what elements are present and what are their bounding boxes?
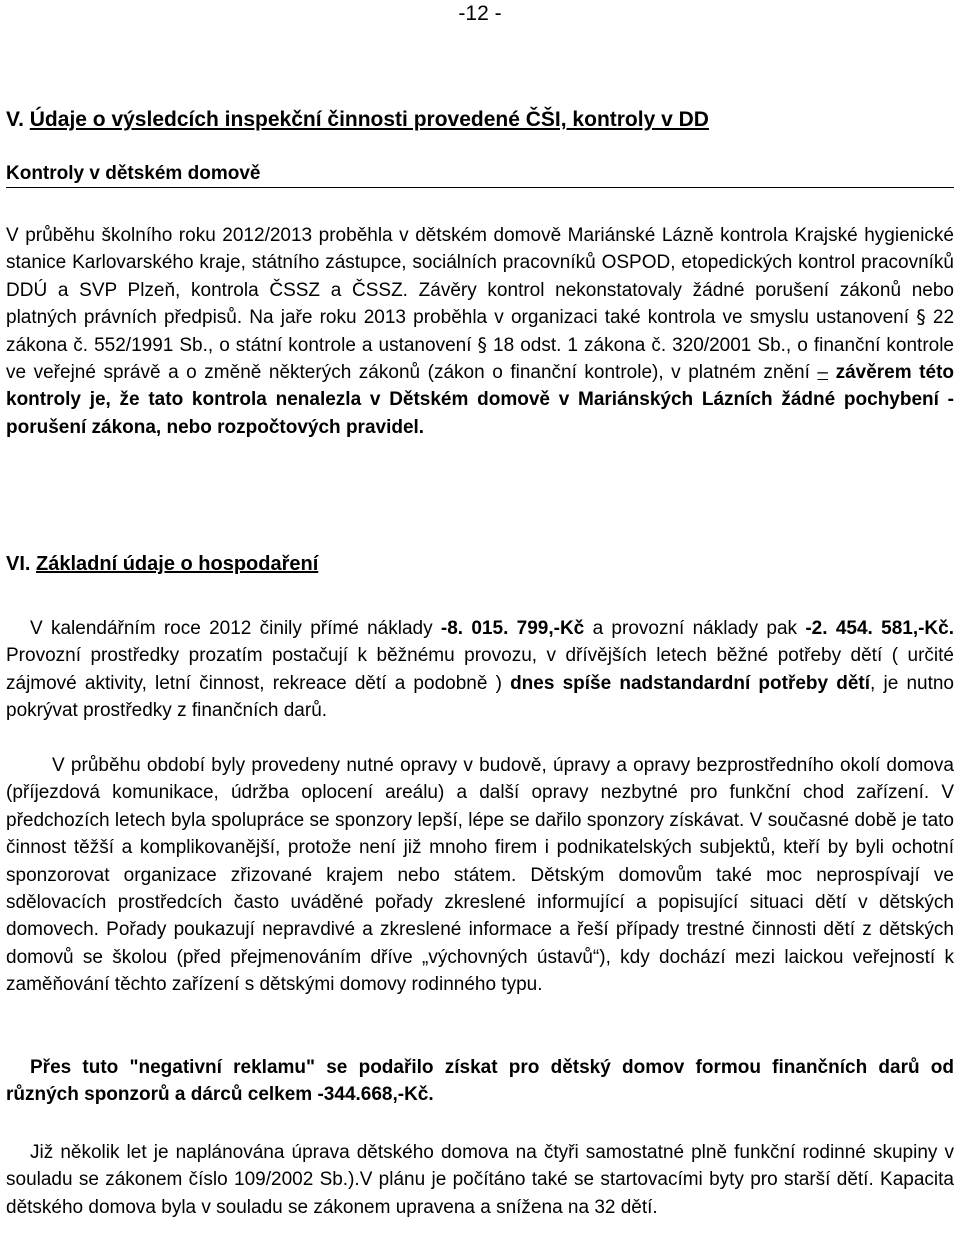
section-sign: § <box>477 333 488 356</box>
section-6-paragraph-2 <box>6 752 954 999</box>
paragraph-text: , je nutno pokrývat prostředky z finančních darů. <box>6 672 954 722</box>
dash: – <box>817 362 828 384</box>
section-sign: § <box>916 306 926 329</box>
paragraph-text: V kalendářním roce 2012 činily přímé náklady <box>30 618 433 639</box>
page-number: -12 - <box>458 2 502 25</box>
direct-costs-amount: -8. 015. 799,-Kč <box>440 618 585 639</box>
subsection-heading: Kontroly v dětském domově <box>6 163 954 188</box>
section-5-heading <box>6 108 906 132</box>
paragraph-text: a provozní náklady pak <box>592 618 798 639</box>
section-6-paragraph-3 <box>6 1054 954 1109</box>
section-6-paragraph-1 <box>6 615 954 725</box>
section-5-number: V. <box>6 108 24 131</box>
section-6-title: Základní údaje o hospodaření <box>36 553 319 575</box>
paragraph-text: 18 odst. 1 zákona č. 320/2001 Sb., o finanční kontrole ve veřejné správě a o změně některých zákonů (zákon o finanční kontrole), v platném znění <box>6 334 954 384</box>
section-6-number: VI. <box>6 553 31 575</box>
inspection-conclusion: závěrem této kontroly je, že tato kontrola nenalezla v Dětském domově v Mariánských Lázních žádné pochybení - porušení zákona, nebo rozpočtových pravidel. <box>6 362 954 438</box>
section-5-paragraph <box>6 222 954 441</box>
operating-costs-amount: -2. 454. 581,-Kč. <box>805 618 954 639</box>
paragraph-text: 22 zákona č. 552/1991 Sb., o státní kontrole a ustanovení <box>6 307 955 356</box>
paragraph-text: V průběhu školního roku 2012/2013 proběhla v dětském domově Mariánské Lázně kontrola Krajské hygienické stanice Karlovarského kraje, státního zástupce, sociálních pracovníků OSPOD, etopedických kontrol pracovníků DDÚ a SVP Plzeň, kontrola ČSSZ a ČSSZ. Závěry kontrol nekonstatovaly žádné porušení zákonů nebo platných právních předpisů. Na jaře roku 2013 proběhla v organizaci také kontrola ve smyslu ustanovení <box>6 225 954 329</box>
section-5-title: Údaje o výsledcích inspekční činnosti provedené ČŠI, kontroly v DD <box>29 108 709 131</box>
paragraph-text: Provozní prostředky prozatím postačují k běžnému provozu, v dřívějších letech běžné potřeby dětí ( určité zájmové aktivity, letní činnost, rekreace dětí a podobně ) <box>6 645 954 694</box>
sponsorship-summary: Přes tuto "negativní reklamu" se podařilo získat pro dětský domov formou finančních darů od různých sponzorů a dárců celkem -344.668,-Kč. <box>6 1057 954 1106</box>
paragraph-text: V průběhu období byly provedeny nutné opravy v budově, úpravy a opravy bezprostředního okolí domova (příjezdová komunikace, údržba oplocení areálu) a další opravy nezbytné pro funkční chod zařízení. V předchozích letech byla spolupráce se sponzory lepší, lépe se dařilo sponzory získávat. V současné době je tato činnost těžší a komplikovanější, protože není již mnoho firem i podnikatelských subjektů, kteří by byli ochotní sponzorovat organizace zřizované krajem nebo státem. Dětským domovům také moc neprospívají ve sdělovacích prostředcích často uváděné pořady zkreslené informující a popisující situaci dětí v dětských domovech. Pořady poukazují nepravdivé a zkreslené informace a řeší případy trestné činnosti dětí z dětských domovů se školou (před přejmenováním dříve „výchovných ústavů“), kdy dochází mezi laickou veřejností k zaměňování těchto zařízení s dětskými domovy rodinného typu. <box>6 755 954 996</box>
paragraph-text: Již několik let je naplánována úprava dětského domova na čtyři samostatné plně funkční rodinné skupiny v souladu se zákonem číslo 109/2002 Sb.).V plánu je počítáno také se startovacími byty pro starší dětí. Kapacita dětského domova byla v souladu se zákonem upravena a snížena na 32 dětí. <box>6 1142 954 1218</box>
section-6-paragraph-4 <box>6 1139 954 1221</box>
emphasis-text: dnes spíše nadstandardní potřeby dětí <box>510 672 871 694</box>
section-6-heading <box>6 553 906 576</box>
